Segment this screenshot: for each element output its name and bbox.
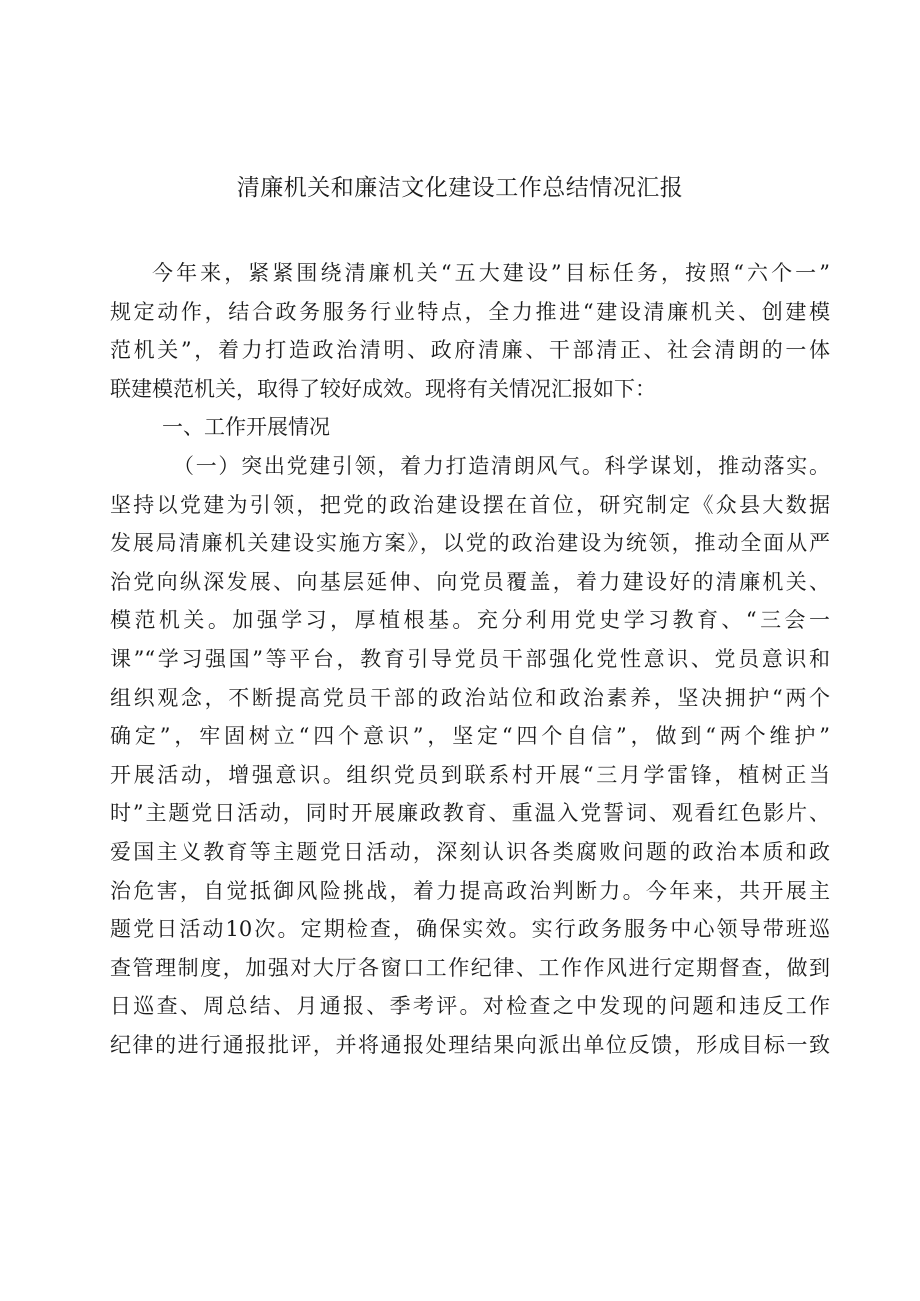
paragraph-line: 治危害，自觉抵御风险挑战，着力提高政治判断力。今年来，共开展主 [110, 878, 830, 903]
document-title: 清廉机关和廉洁文化建设工作总结情况汇报 [236, 175, 684, 201]
paragraph-line: 今年来，紧紧围绕清廉机关“五大建设”目标任务，按照“六个一” [152, 261, 830, 285]
document-body [110, 254, 830, 1064]
paragraph-line: 确定”，牢固树立“四个意识”，坚定“四个自信”，做到“两个维护” [110, 724, 830, 749]
paragraph-line: 时”主题党日活动，同时开展廉政教育、重温入党誓词、观看红色影片、 [110, 801, 830, 826]
paragraph-line: （一）突出党建引领，着力打造清朗风气。科学谋划，推动落实。 [173, 453, 830, 478]
paragraph-line: 范机关”，着力打造政治清明、政府清廉、干部清正、社会清朗的一体 [110, 338, 830, 363]
paragraph-line: 规定动作，结合政务服务行业特点，全力推进“建设清廉机关、创建模 [110, 299, 830, 324]
paragraph-line: 组织观念，不断提高党员干部的政治站位和政治素养，坚决拥护“两个 [110, 685, 830, 710]
paragraph-line: 日巡查、周总结、月通报、季考评。对检查之中发现的问题和违反工作 [110, 994, 830, 1019]
section-heading: 一、工作开展情况 [162, 415, 330, 440]
paragraph-line: 爱国主义教育等主题党日活动，深刻认识各类腐败问题的政治本质和政 [110, 839, 830, 864]
paragraph-line: 课”“学习强国”等平台，教育引导党员干部强化党性意识、党员意识和 [110, 646, 830, 671]
paragraph-line: 模范机关。加强学习，厚植根基。充分利用党史学习教育、“三会一 [110, 608, 830, 633]
paragraph-line: 坚持以党建为引领，把党的政治建设摆在首位，研究制定《众县大数据 [110, 492, 830, 517]
paragraph-line: 查管理制度，加强对大厅各窗口工作纪律、工作作风进行定期督查，做到 [110, 955, 830, 980]
paragraph-line: 联建模范机关，取得了较好成效。现将有关情况汇报如下： [110, 376, 656, 401]
paragraph-line: 发展局清廉机关建设实施方案》，以党的政治建设为统领，推动全面从严 [110, 531, 830, 556]
paragraph-line: 开展活动，增强意识。组织党员到联系村开展“三月学雷锋，植树正当 [110, 762, 830, 787]
paragraph-line: 纪律的进行通报批评，并将通报处理结果向派出单位反馈，形成目标一致 [110, 1032, 830, 1057]
paragraph-line: 治党向纵深发展、向基层延伸、向党员覆盖，着力建设好的清廉机关、 [110, 569, 830, 594]
paragraph-line: 题党日活动10次。定期检查，确保实效。实行政务服务中心领导带班巡 [110, 917, 830, 942]
